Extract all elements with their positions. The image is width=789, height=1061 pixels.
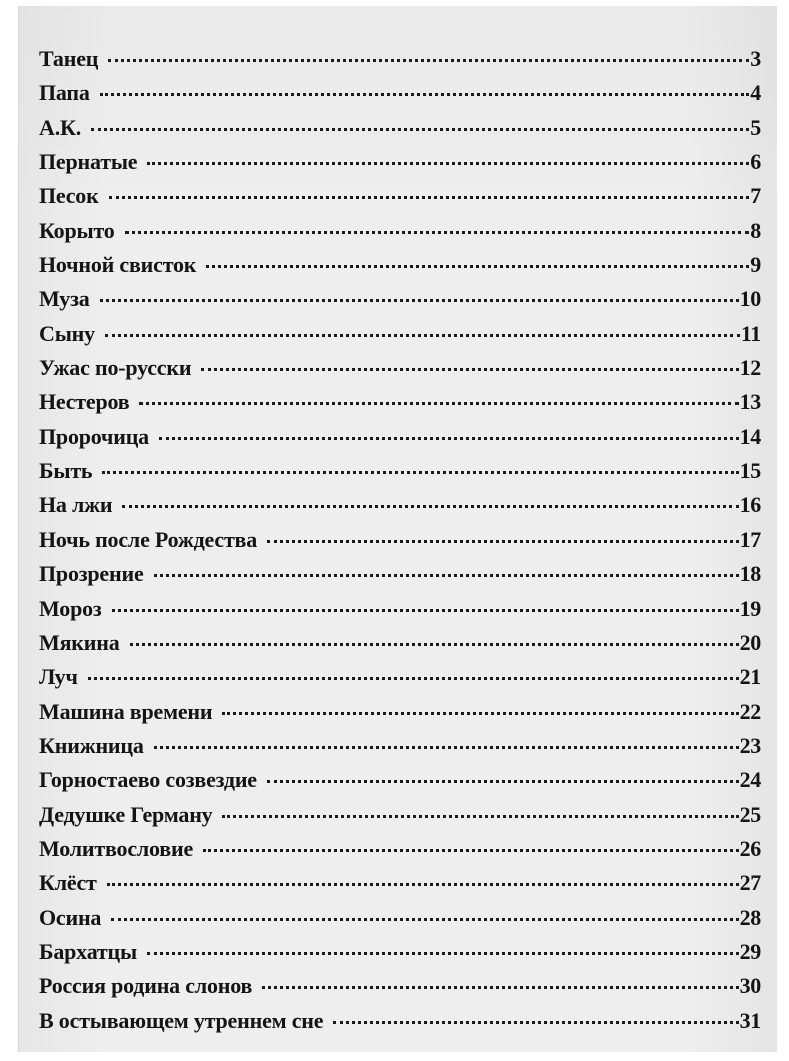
toc-entry <box>39 527 761 561</box>
toc-entry-page-number: 29 <box>739 938 761 964</box>
toc-entry-title: Пернатые <box>39 149 138 175</box>
dot-leader <box>139 402 738 405</box>
toc-entry-page-number: 8 <box>750 217 761 243</box>
toc-entry-page-number: 21 <box>739 664 761 690</box>
toc-entry-page-number: 26 <box>739 835 761 861</box>
toc-entry-title: Мякина <box>39 629 120 655</box>
toc-entry <box>39 286 761 320</box>
toc-entry <box>39 46 761 80</box>
toc-entry <box>39 492 761 526</box>
toc-entry <box>39 699 761 733</box>
toc-entry-title: Пророчица <box>39 423 149 449</box>
dot-leader <box>267 540 739 543</box>
toc-entry <box>39 630 761 664</box>
toc-entry-page-number: 31 <box>739 1007 761 1033</box>
toc-entry-page-number: 22 <box>739 698 761 724</box>
table-of-contents <box>39 46 761 1042</box>
toc-entry <box>39 802 761 836</box>
toc-entry-page-number: 13 <box>739 389 761 415</box>
toc-entry-page-number: 14 <box>739 423 761 449</box>
toc-entry-page-number: 10 <box>739 286 761 312</box>
toc-entry-title: В остывающем утреннем сне <box>39 1007 324 1033</box>
dot-leader <box>154 574 739 577</box>
dot-leader <box>206 265 749 268</box>
dot-leader <box>222 815 738 818</box>
toc-entry-page-number: 16 <box>739 492 761 518</box>
toc-entry <box>39 389 761 423</box>
dot-leader <box>105 334 740 337</box>
toc-entry <box>39 355 761 389</box>
toc-entry-title: Прозрение <box>39 561 144 587</box>
toc-entry-title: Машина времени <box>39 698 213 724</box>
toc-entry <box>39 424 761 458</box>
toc-entry-page-number: 28 <box>739 904 761 930</box>
toc-entry-page-number: 6 <box>750 149 761 175</box>
toc-entry-page-number: 11 <box>740 320 761 346</box>
toc-entry <box>39 252 761 286</box>
toc-entry <box>39 733 761 767</box>
toc-entry-title: Танец <box>39 46 99 71</box>
dot-leader <box>100 93 750 96</box>
toc-entry-page-number: 3 <box>750 46 761 71</box>
toc-entry-title: Ужас по-русски <box>39 355 192 381</box>
toc-entry-title: Мороз <box>39 595 102 621</box>
toc-entry <box>39 905 761 939</box>
toc-entry-title: Быть <box>39 458 93 484</box>
dot-leader <box>154 746 739 749</box>
toc-entry-page-number: 25 <box>739 801 761 827</box>
dot-leader <box>147 162 749 165</box>
dot-leader <box>159 437 739 440</box>
toc-entry <box>39 664 761 698</box>
toc-entry-page-number: 27 <box>739 870 761 896</box>
dot-leader <box>222 712 738 715</box>
toc-entry-title: Ночь после Рождества <box>39 526 258 552</box>
dot-leader <box>111 918 738 921</box>
dot-leader <box>203 849 739 852</box>
dot-leader <box>109 196 750 199</box>
toc-entry <box>39 115 761 149</box>
toc-entry-title: Ночной свисток <box>39 252 197 278</box>
toc-entry-title: Песок <box>39 183 99 209</box>
toc-entry-title: Молитвословие <box>39 835 194 861</box>
toc-entry-page-number: 23 <box>739 732 761 758</box>
toc-entry <box>39 80 761 114</box>
toc-entry-title: Нестеров <box>39 389 130 415</box>
toc-entry-title: На лжи <box>39 492 113 518</box>
dot-leader <box>122 505 738 508</box>
toc-entry-title: Дедушке Герману <box>39 801 213 827</box>
dot-leader <box>267 780 739 783</box>
dot-leader <box>88 677 739 680</box>
toc-entry-page-number: 7 <box>750 183 761 209</box>
toc-entry-page-number: 17 <box>739 526 761 552</box>
toc-entry-title: Книжница <box>39 732 144 758</box>
toc-entry-title: Россия родина слонов <box>39 973 253 999</box>
toc-entry-title: Луч <box>39 664 78 690</box>
toc-entry <box>39 973 761 1007</box>
toc-entry-page-number: 20 <box>739 629 761 655</box>
toc-entry <box>39 321 761 355</box>
dot-leader <box>91 128 749 131</box>
dot-leader <box>147 952 739 955</box>
toc-entry <box>39 458 761 492</box>
toc-entry-page-number: 4 <box>750 80 761 106</box>
toc-entry <box>39 939 761 973</box>
toc-entry <box>39 1008 761 1042</box>
dot-leader <box>102 471 738 474</box>
toc-entry-title: Бархатцы <box>39 938 137 964</box>
toc-entry <box>39 149 761 183</box>
toc-entry-title: Сыну <box>39 320 95 346</box>
toc-entry-title: Осина <box>39 904 102 930</box>
toc-entry <box>39 183 761 217</box>
toc-entry <box>39 218 761 252</box>
dot-leader <box>100 299 739 302</box>
dot-leader <box>201 368 738 371</box>
toc-entry-page-number: 5 <box>750 114 761 140</box>
dot-leader <box>107 883 739 886</box>
toc-entry-title: Клёст <box>39 870 97 896</box>
toc-entry-page-number: 19 <box>739 595 761 621</box>
toc-entry-page-number: 9 <box>750 252 761 278</box>
dot-leader <box>130 643 739 646</box>
toc-entry <box>39 836 761 870</box>
toc-entry-title: Корыто <box>39 217 115 243</box>
toc-entry <box>39 767 761 801</box>
dot-leader <box>112 609 739 612</box>
dot-leader <box>125 231 750 234</box>
dot-leader <box>262 986 738 989</box>
toc-entry-page-number: 18 <box>739 561 761 587</box>
dot-leader <box>108 59 749 62</box>
toc-entry <box>39 561 761 595</box>
book-page <box>18 6 777 1052</box>
toc-entry <box>39 596 761 630</box>
toc-entry-page-number: 12 <box>739 355 761 381</box>
toc-entry-title: Папа <box>39 80 90 106</box>
toc-entry-title: Муза <box>39 286 90 312</box>
toc-entry-page-number: 15 <box>739 458 761 484</box>
dot-leader <box>333 1021 738 1024</box>
toc-entry-page-number: 24 <box>739 767 761 793</box>
toc-entry-title: Горностаево созвездие <box>39 767 257 793</box>
toc-entry-title: А.К. <box>39 114 82 140</box>
toc-entry-page-number: 30 <box>739 973 761 999</box>
toc-entry <box>39 870 761 904</box>
